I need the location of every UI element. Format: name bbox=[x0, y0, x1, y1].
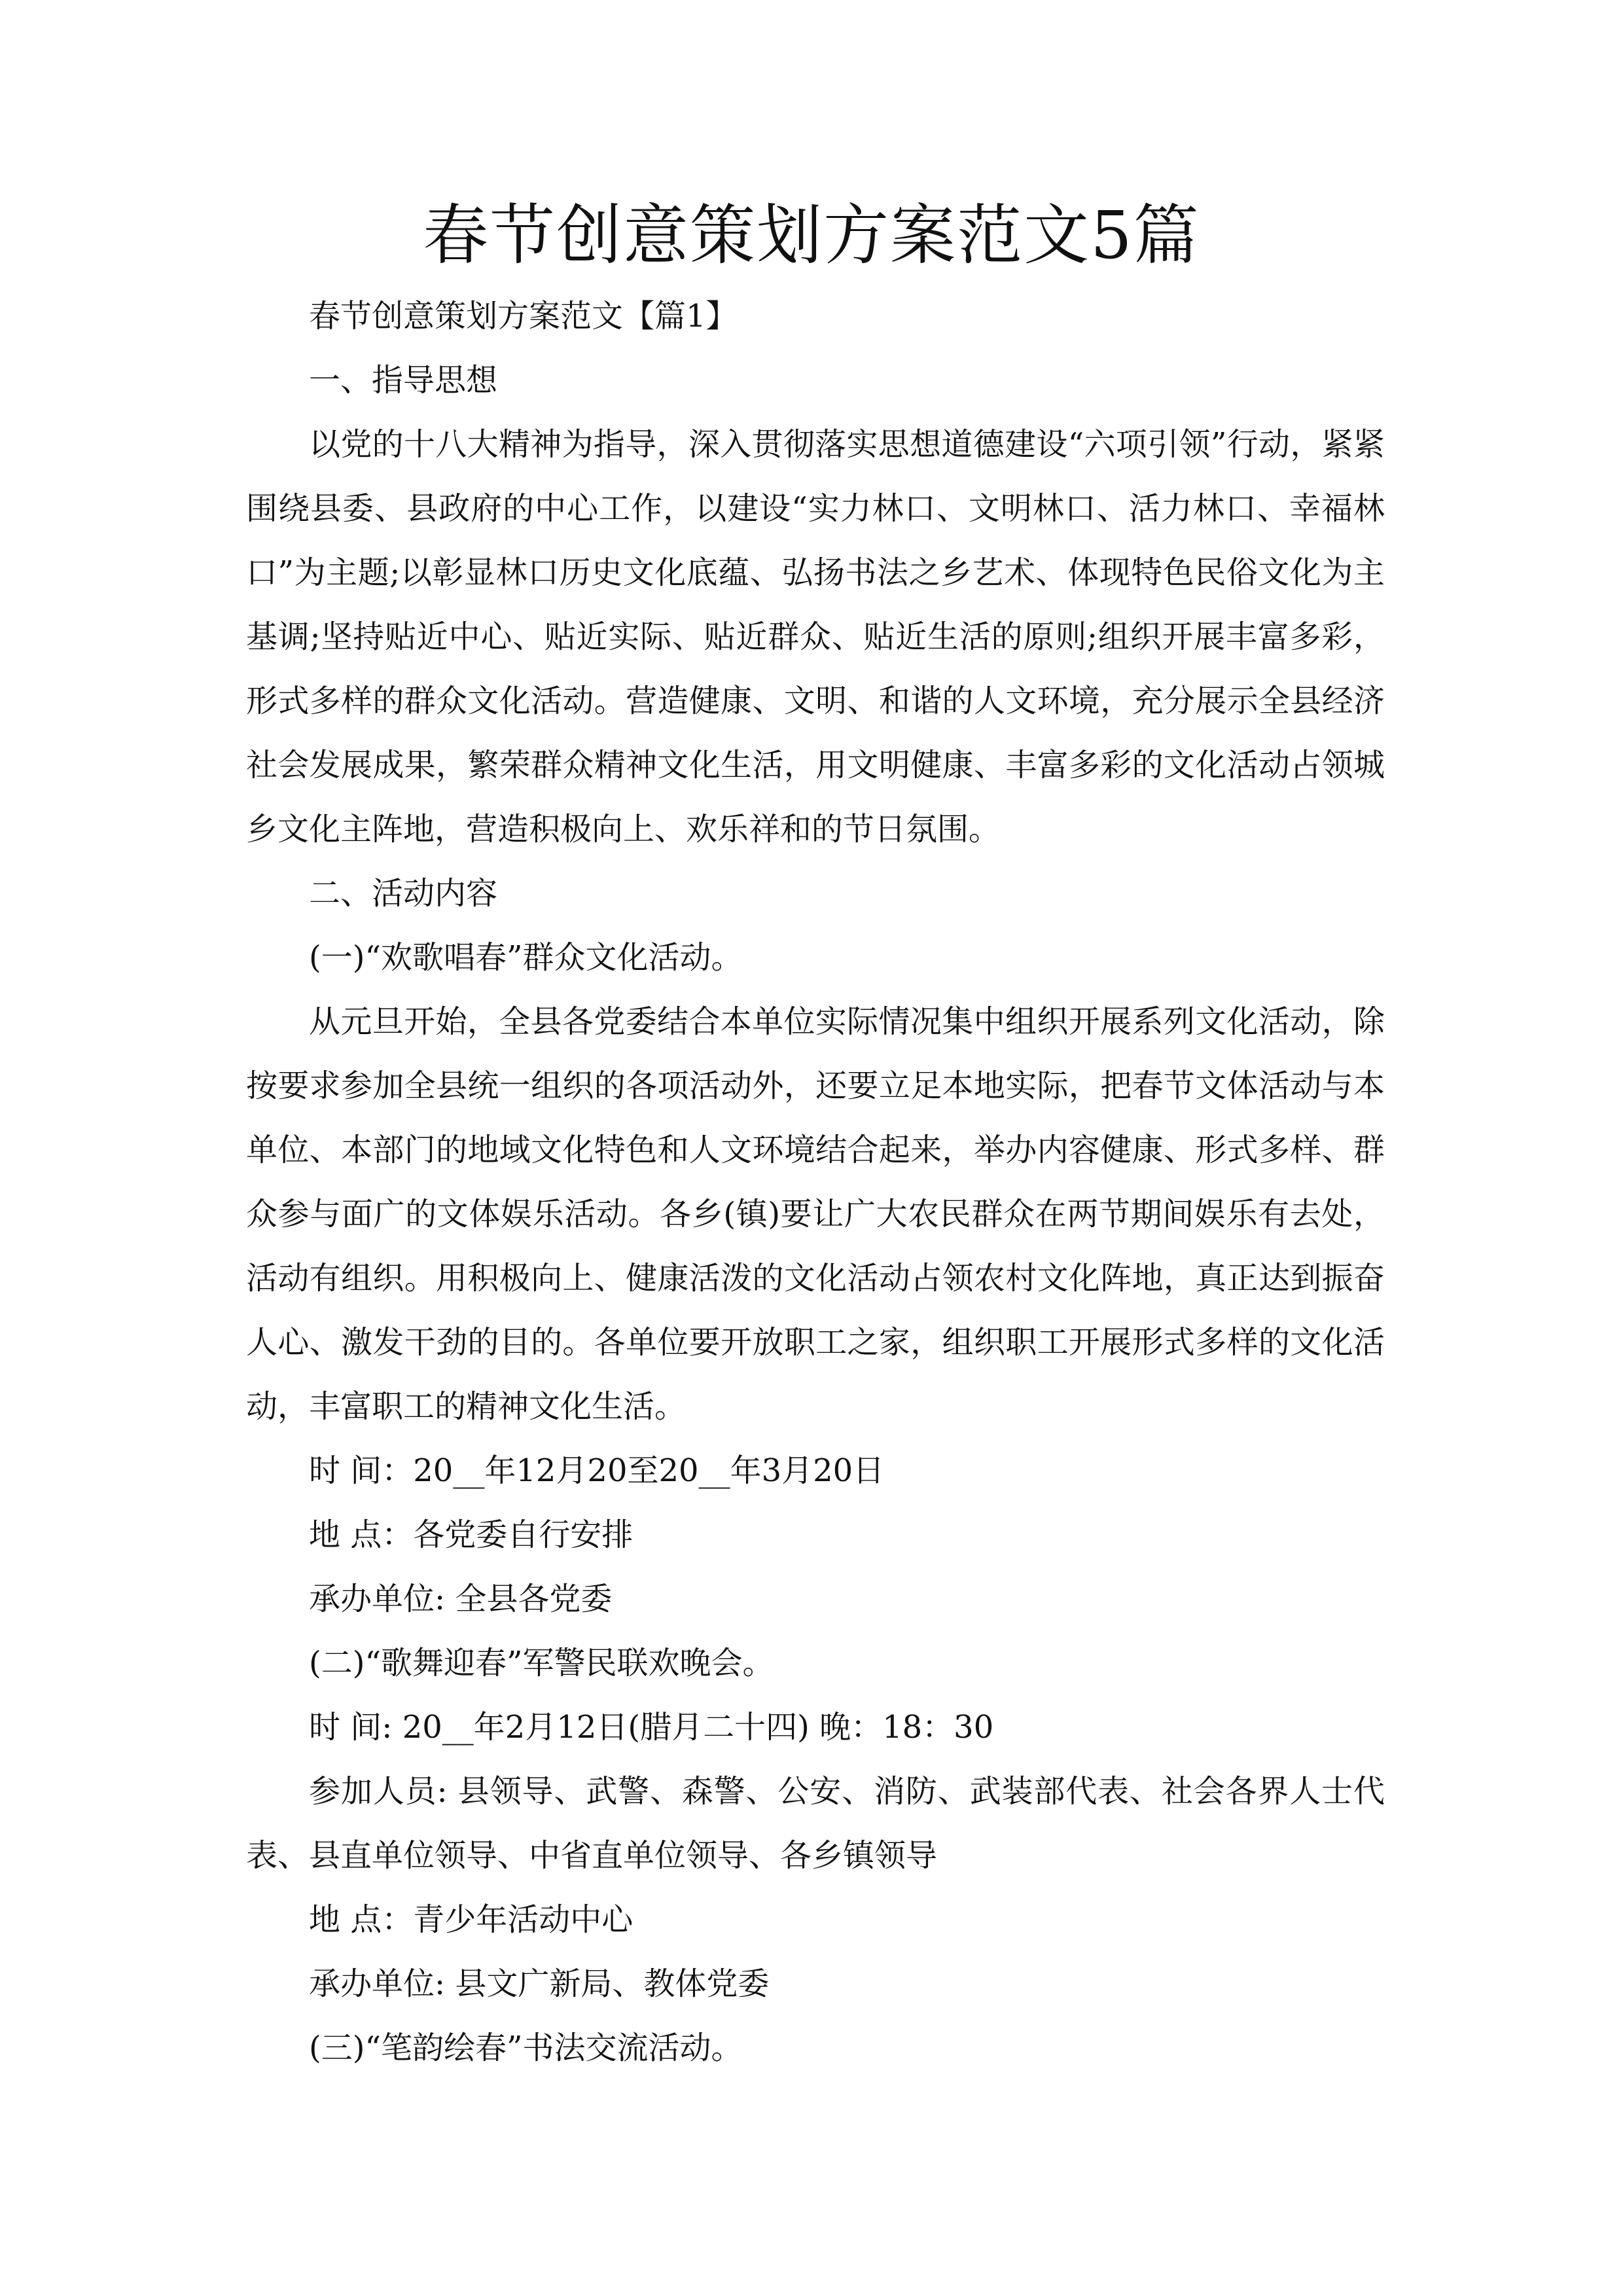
detail-location: 地 点：各党委自行安排 bbox=[309, 1516, 633, 1553]
subheading-activity-3: (三)“笔韵绘春”书法交流活动。 bbox=[309, 2030, 743, 2066]
paragraph: 从元旦开始，全县各党委结合本单位实际情况集中组织开展系列文化活动，除按要求参加全县统一组织的各项活动外，还要立足本地实际，把春节文体活动与本单位、本部门的地域文化特色和人文环境结合起来，举办内容健康、形式多样、群众参与面广的文体娱乐活动。各乡(镇)要让广大农民群众在两节期间娱乐有去处，活动有组织。用积极向上、健康活泼的文化活动占领农村文化阵地，真正达到振奋人心、激发干劲的目的。各单位要开放职工之家，组织职工开展形式多样的文化活动，丰富职工的精神文化生活。 bbox=[246, 1003, 1385, 1425]
detail-participants: 参加人员: 县领导、武警、森警、公安、消防、武装部代表、社会各界人士代表、县直单位领导、中省直单位领导、各乡镇领导 bbox=[246, 1773, 1385, 1874]
heading-guiding-ideology: 一、指导思想 bbox=[309, 362, 498, 399]
detail-time: 时 间：20__年12月20至20__年3月20日 bbox=[309, 1452, 885, 1489]
document-body bbox=[246, 284, 1385, 2080]
paragraph: 以党的十八大精神为指导，深入贯彻落实思想道德建设“六项引领”行动，紧紧围绕县委、县政府的中心工作，以建设“实力林口、文明林口、活力林口、幸福林口”为主题;以彰显林口历史文化底蕴、弘扬书法之乡艺术、体现特色民俗文化为主基调;坚持贴近中心、贴近实际、贴近群众、贴近生活的原则;组织开展丰富多彩，形式多样的群众文化活动。营造健康、文明、和谐的人文环境，充分展示全县经济社会发展成果，繁荣群众精神文化生活，用文明健康、丰富多彩的文化活动占领城乡文化主阵地，营造积极向上、欢乐祥和的节日氛围。 bbox=[246, 426, 1385, 848]
section-heading: 春节创意策划方案范文【篇1】 bbox=[309, 298, 738, 334]
detail-organizer: 承办单位: 全县各党委 bbox=[309, 1581, 613, 1617]
detail-time: 时 间: 20__年2月12日(腊月二十四) 晚：18：30 bbox=[309, 1709, 994, 1746]
heading-activity-content: 二、活动内容 bbox=[309, 875, 498, 912]
detail-organizer: 承办单位: 县文广新局、教体党委 bbox=[309, 1965, 770, 2002]
detail-location: 地 点：青少年活动中心 bbox=[309, 1901, 633, 1938]
subheading-activity-2: (二)“歌舞迎春”军警民联欢晚会。 bbox=[309, 1645, 774, 1681]
document-title: 春节创意策划方案范文5篇 bbox=[423, 197, 1200, 274]
subheading-activity-1: (一)“欢歌唱春”群众文化活动。 bbox=[309, 939, 743, 976]
